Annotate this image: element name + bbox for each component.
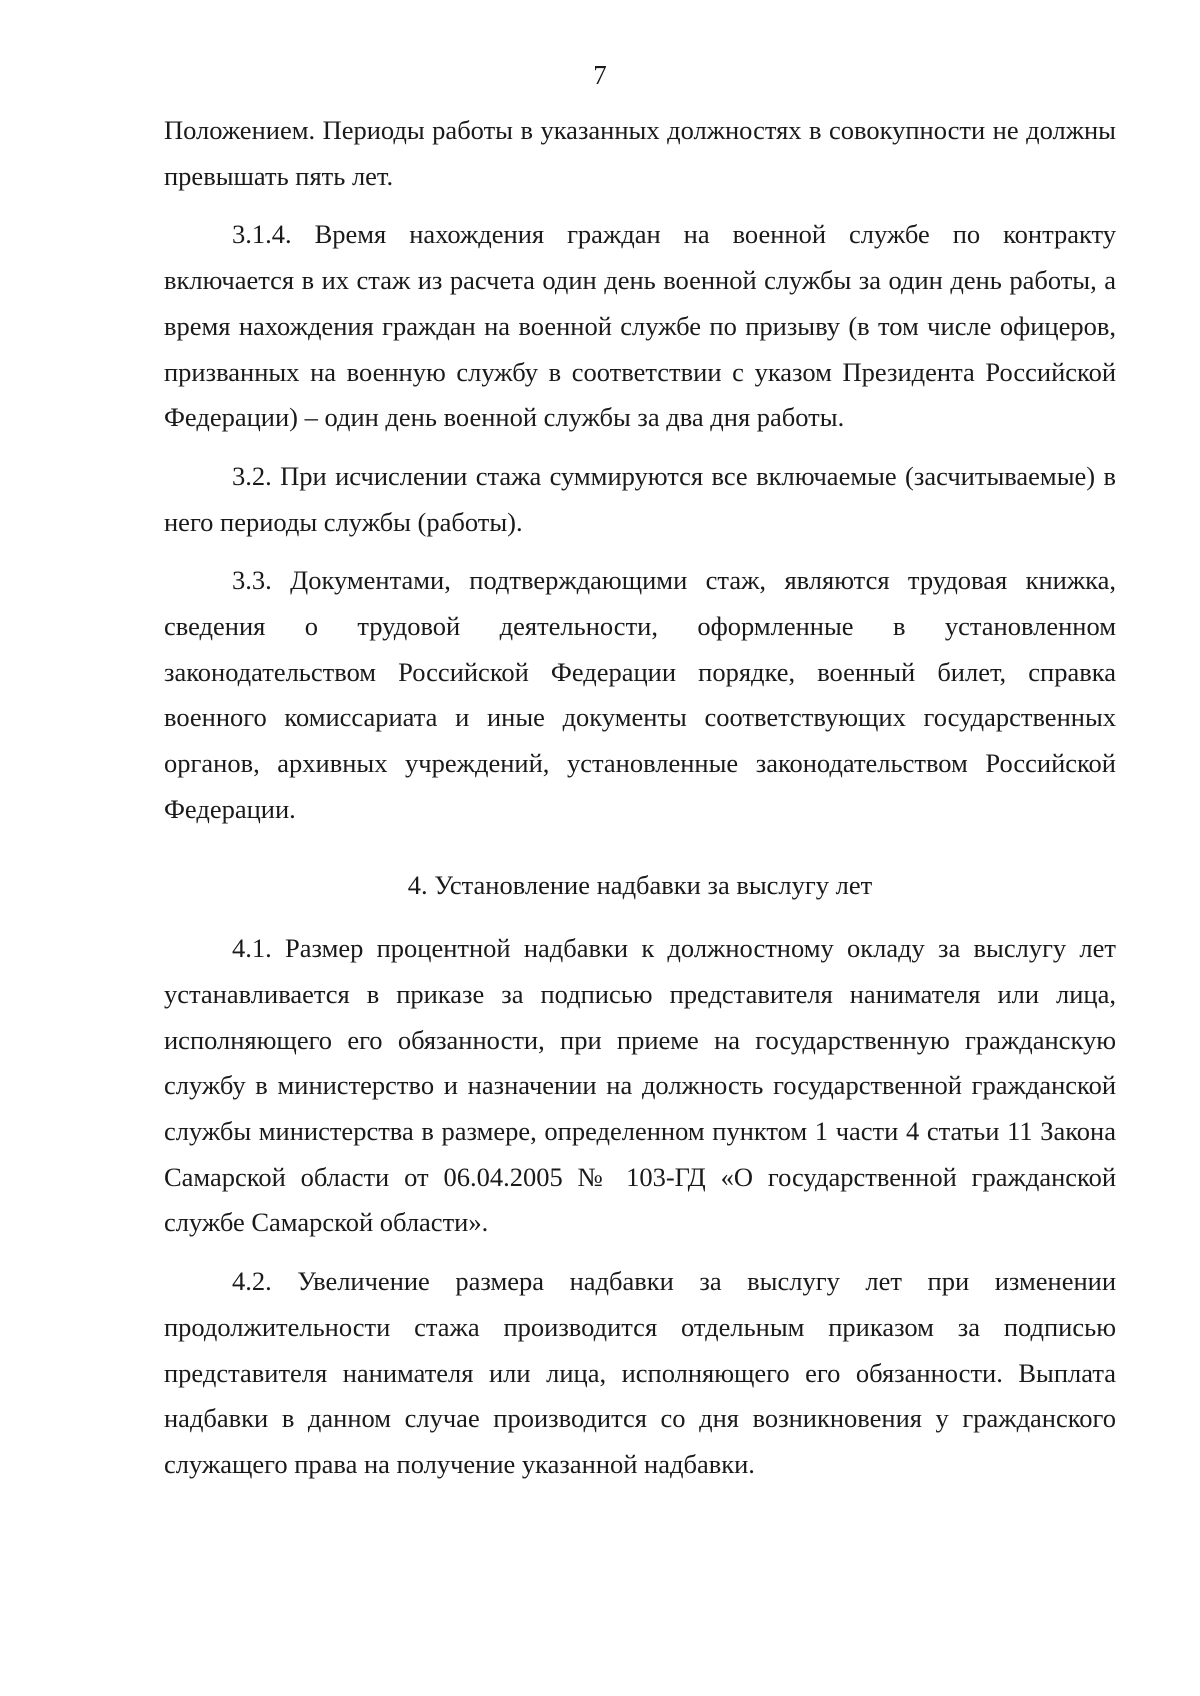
section-4-heading: 4. Установление надбавки за выслугу лет — [407, 869, 873, 900]
document-body — [164, 108, 1116, 1488]
paragraph-4-1: 4.1. Размер процентной надбавки к должностному окладу за выслугу лет устанавливается в приказе за подписью представителя нанимателя или лица, исполняющего его обязанности, при приеме на государственную гражданскую службу в министерство и назначении на должность государственной гражданской службы министерства в размере, определенном пунктом 1 части 4 статьи 11 Закона Самарской области от 06.04.2005 № 103-ГД «О государственной гражданской службе Самарской области». — [164, 933, 1116, 1238]
paragraph-3-2: 3.2. При исчислении стажа суммируются все включаемые (засчитываемые) в него периоды службы (работы). — [164, 460, 1116, 537]
paragraph-3-3: 3.3. Документами, подтверждающими стаж, являются трудовая книжка, сведения о трудовой деятельности, оформленные в установленном законодательством Российской Федерации порядке, военный билет, справка военного комиссариата и иные документы соответствующих государственных органов, архивных учреждений, установленные законодательством Российской Федерации. — [164, 565, 1116, 824]
page-number: 7 — [593, 60, 607, 90]
paragraph-3-1-4: 3.1.4. Время нахождения граждан на военной службе по контракту включается в их стаж из расчета один день военной службы за один день работы, а время нахождения граждан на военной службе по призыву (в том числе офицеров, призванных на военную службу в соответствии с указом Президента Российской Федерации) – один день военной службы за два дня работы. — [164, 219, 1116, 433]
paragraph-continuation: Положением. Периоды работы в указанных должностях в совокупности не должны превышать пять лет. — [164, 115, 1116, 191]
paragraph-4-2: 4.2. Увеличение размера надбавки за выслугу лет при изменении продолжительности стажа производится отдельным приказом за подписью представителя нанимателя или лица, исполняющего его обязанности. Выплата надбавки в данном случае производится со дня возникновения у гражданского служащего права на получение указанной надбавки. — [164, 1266, 1116, 1479]
